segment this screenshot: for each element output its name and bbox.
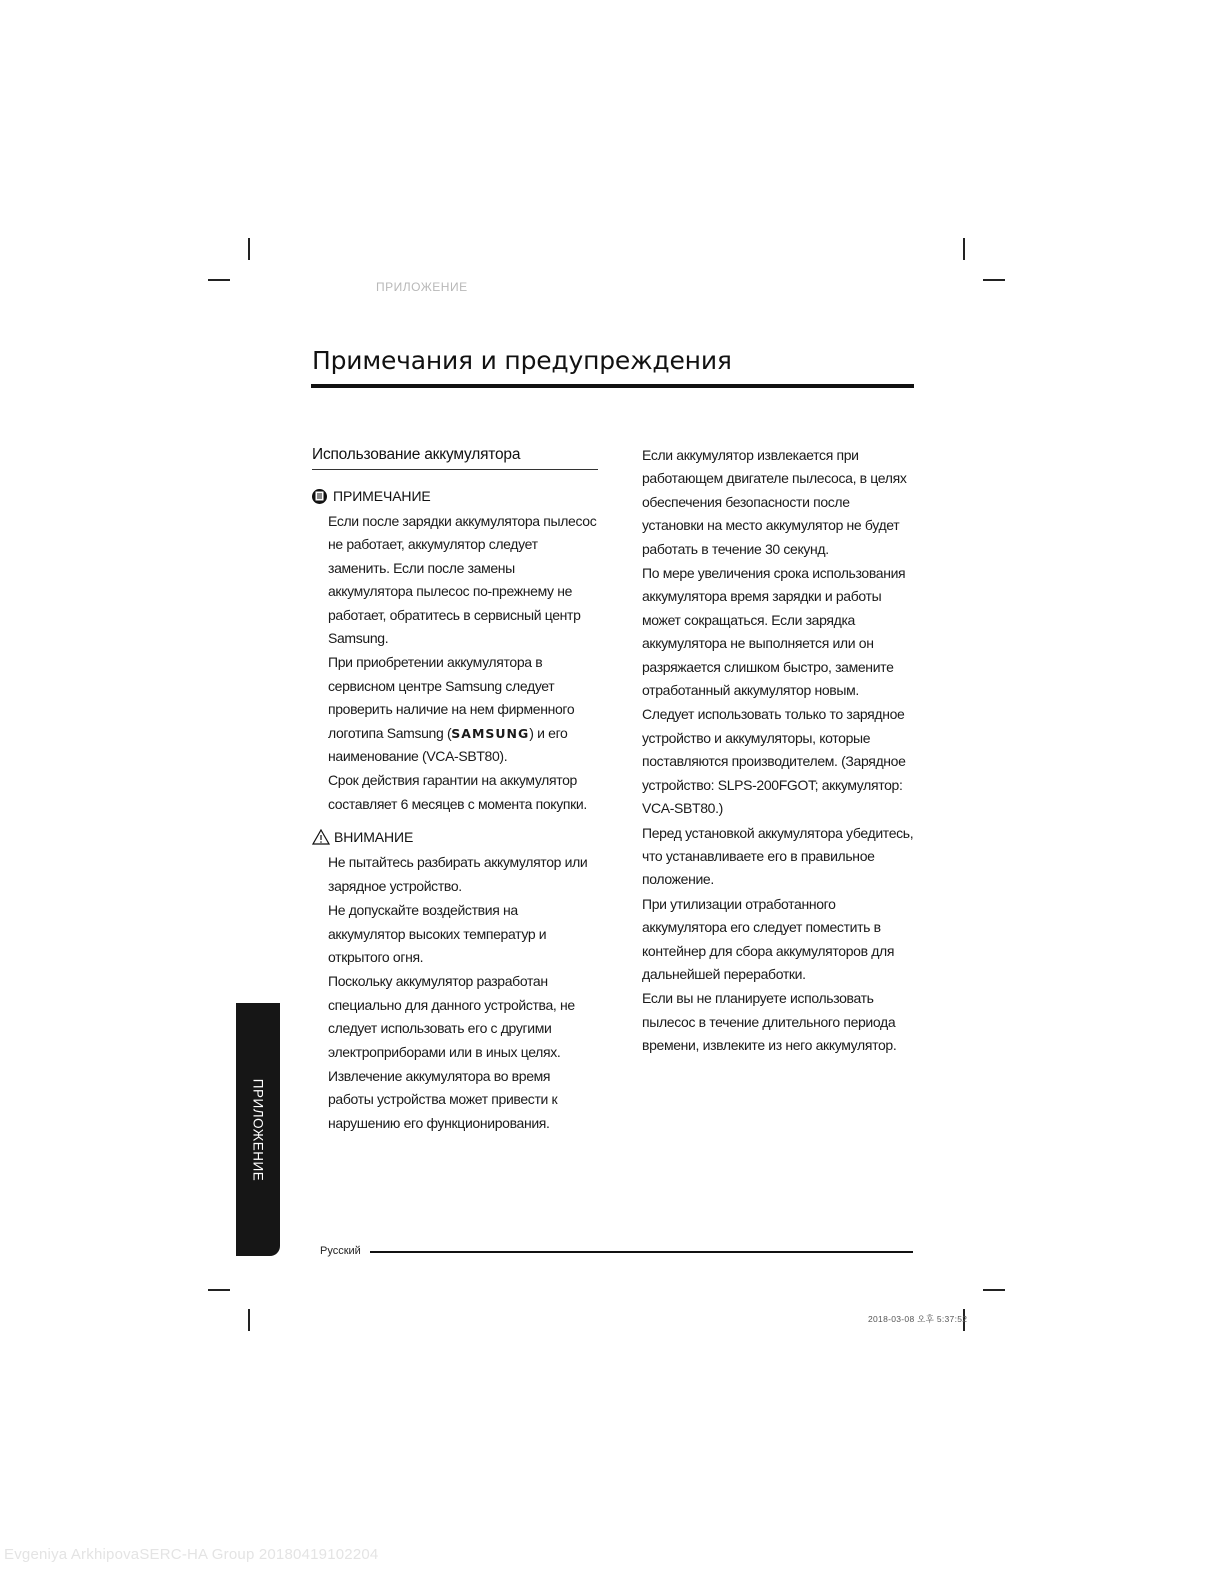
warning-paragraph: Не пытайтесь разбирать аккумулятор или зарядное устройство. bbox=[328, 854, 588, 894]
note-paragraph bbox=[328, 651, 598, 768]
page-title: Примечания и предупреждения bbox=[312, 346, 732, 375]
info-paragraph: Следует использовать только то зарядное устройство и аккумуляторы, которые поставляются производителем. (Зарядное устройство: SLPS-200FGOT; аккумулятор: VCA-SBT80.) bbox=[642, 706, 906, 817]
note-paragraph: Если после зарядки аккумулятора пылесос не работает, аккумулятор следует заменить. Если после замены аккумулятора пылесос по-прежнему не работает, обратитесь в сервисный центр Samsung. bbox=[328, 513, 597, 647]
warning-label: ВНИМАНИЕ bbox=[334, 829, 414, 846]
crop-mark bbox=[963, 238, 965, 260]
warning-heading bbox=[312, 829, 598, 845]
footer-language: Русский bbox=[320, 1245, 361, 1257]
left-column bbox=[312, 446, 598, 1136]
note-label: ПРИМЕЧАНИЕ bbox=[333, 488, 431, 504]
info-paragraph: По мере увеличения срока использования аккумулятора время зарядки и работы может сокращаться. Если зарядка аккумулятора не выполняется или он разряжается слишком быстро, замените отработанный аккумулятор новым. bbox=[642, 565, 906, 699]
watermark: Evgeniya ArkhipovaSERC-HA Group 20180419102204 bbox=[4, 1546, 379, 1563]
title-rule bbox=[311, 384, 914, 388]
crop-mark bbox=[983, 1289, 1005, 1291]
info-paragraph: При утилизации отработанного аккумулятора его следует поместить в контейнер для сбора аккумуляторов для дальнейшей переработки. bbox=[642, 895, 895, 982]
info-paragraph: Если аккумулятор извлекается при работающем двигателе пылесоса, в целях обеспечения безопасности после установки на место аккумулятор не будет работать в течение 30 секунд. bbox=[642, 447, 907, 557]
section-header-label: ПРИЛОЖЕНИЕ bbox=[376, 280, 468, 294]
samsung-logo: SAMSUNG bbox=[451, 725, 530, 741]
note-text: ) и его наименование (VCA-SBT80). bbox=[328, 724, 568, 765]
crop-mark bbox=[983, 279, 1005, 281]
section-title: Использование аккумулятора bbox=[312, 446, 598, 470]
warning-paragraph: Извлечение аккумулятора во время работы устройства может привести к нарушению его функционирования. bbox=[328, 1067, 558, 1131]
right-column bbox=[642, 444, 914, 1059]
crop-mark bbox=[208, 1289, 230, 1291]
crop-mark bbox=[248, 238, 250, 260]
crop-mark bbox=[248, 1309, 250, 1331]
note-paragraph: Срок действия гарантии на аккумулятор составляет 6 месяцев с момента покупки. bbox=[328, 772, 587, 812]
warning-paragraph: Не допускайте воздействия на аккумулятор высоких температур и открытого огня. bbox=[328, 902, 547, 965]
note-heading bbox=[312, 488, 598, 504]
print-timestamp: 2018-03-08 오후 5:37:52 bbox=[868, 1314, 968, 1324]
warning-triangle-icon bbox=[312, 829, 330, 845]
side-tab-label: ПРИЛОЖЕНИЕ bbox=[250, 1078, 266, 1182]
note-icon bbox=[312, 489, 327, 504]
crop-mark bbox=[208, 279, 230, 281]
info-paragraph: Перед установкой аккумулятора убедитесь, что устанавливаете его в правильное положение. bbox=[642, 824, 914, 888]
warning-paragraph: Поскольку аккумулятор разработан специально для данного устройства, не следует использовать его с другими электроприборами или в иных целях. bbox=[328, 973, 575, 1060]
note-text: При приобретении аккумулятора в сервисном центре Samsung следует проверить наличие на нем фирменного логотипа Samsung ( bbox=[328, 654, 575, 741]
info-paragraph: Если вы не планируете использовать пылесос в течение длительного периода времени, извлеките из него аккумулятор. bbox=[642, 990, 897, 1054]
footer-rule bbox=[370, 1251, 913, 1253]
